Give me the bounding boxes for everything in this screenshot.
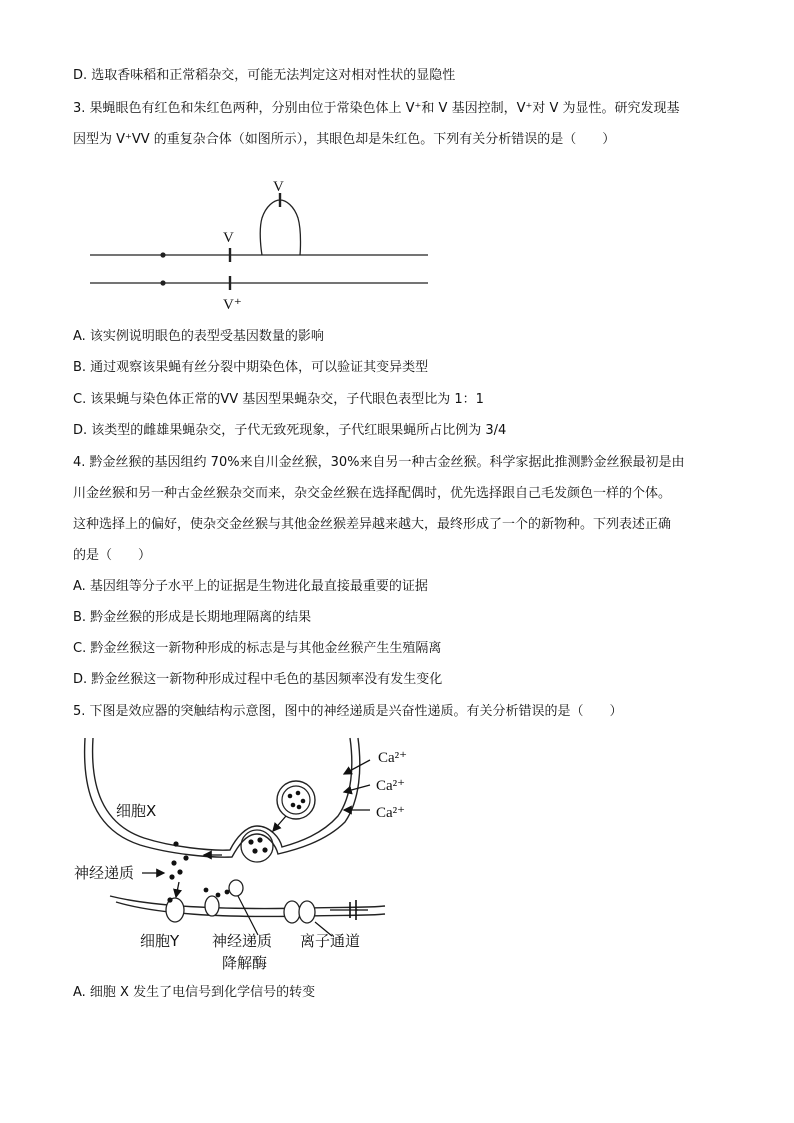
synaptic-vesicle-outer	[277, 781, 315, 819]
synaptic-vesicle-inner	[282, 786, 310, 814]
degrading-enzyme-left	[205, 896, 219, 916]
question-5-stem: 5. 下图是效应器的突触结构示意图，图中的神经递质是兴奋性递质。有关分析错误的是（ ）	[73, 704, 623, 719]
label-loop-v: V	[273, 179, 284, 195]
chromosome-figure	[80, 170, 440, 320]
label-upper-v: V	[223, 230, 234, 246]
cell-y-label: 细胞Y	[140, 932, 180, 950]
postsynaptic-membrane-upper	[110, 896, 385, 909]
question-3-option-d: D. 该类型的雌雄果蝇杂交，子代无致死现象，子代红眼果蝇所占比例为 3/4	[73, 423, 507, 438]
vesicle-arrow	[273, 816, 286, 831]
question-3-option-b: B. 通过观察该果蝇有丝分裂中期染色体，可以验证其变异类型	[73, 360, 429, 375]
lower-centromere	[160, 280, 165, 285]
transmitter-label: 神经递质	[74, 864, 135, 882]
question-4-stem-line-4: 的是（ ）	[73, 548, 152, 563]
question-4-option-a: A. 基因组等分子水平上的证据是生物进化最直接最重要的证据	[73, 579, 428, 594]
question-3-option-a: A. 该实例说明眼色的表型受基因数量的影响	[73, 329, 324, 344]
question-4-stem-line-2: 川金丝猴和另一种古金丝猴杂交而来，杂交金丝猴在选择配偶时，优先选择跟自己毛发颜色一样的个体。	[73, 486, 672, 501]
question-4-option-c: C. 黔金丝猴这一新物种形成的标志是与其他金丝猴产生生殖隔离	[73, 641, 442, 656]
question-4-stem-line-3: 这种选择上的偏好，使杂交金丝猴与其他金丝猴差异越来越大，最终形成了一个的新物种。下列表述正确	[73, 517, 672, 532]
question-3-option-c: C. 该果蝇与染色体正常的VV 基因型果蝇杂交，子代眼色表型比为 1：1	[73, 392, 484, 407]
presynaptic-membrane-inner	[93, 738, 352, 850]
ion-channel-left	[284, 901, 300, 923]
ion-channel-label: 离子通道	[300, 932, 361, 950]
question-2-option-d: D. 选取香味稻和正常稻杂交，可能无法判定这对相对性状的显隐性	[73, 68, 456, 83]
ca-label-3: Ca²⁺	[376, 805, 406, 821]
ion-channel-right	[299, 901, 315, 923]
presynaptic-membrane-outer	[85, 738, 360, 857]
fusing-vesicle	[241, 830, 273, 862]
cell-x-label: 细胞X	[116, 802, 157, 820]
upper-centromere	[160, 252, 165, 257]
enzyme-label-line-2: 降解酶	[222, 954, 268, 972]
question-3-stem-line-2: 因型为 V⁺VV 的重复杂合体（如图所示），其眼色却是朱红色。下列有关分析错误的是（ ）	[73, 132, 616, 147]
diffusion-arrow	[176, 882, 179, 897]
enzyme-label-line-1: 神经递质	[212, 932, 273, 950]
ca-label-2: Ca²⁺	[376, 778, 406, 794]
duplication-loop	[260, 200, 300, 255]
synapse-figure	[60, 730, 420, 978]
label-lower-v-plus: V⁺	[223, 297, 242, 313]
question-3-stem-line-1: 3. 果蝇眼色有红色和朱红色两种，分别由位于常染色体上 V⁺和 V 基因控制，V⁺对 V 为显性。研究发现基	[73, 101, 680, 116]
ca-arrow-1	[344, 760, 370, 774]
question-4-option-b: B. 黔金丝猴的形成是长期地理隔离的结果	[73, 610, 312, 625]
question-5-option-a: A. 细胞 X 发生了电信号到化学信号的转变	[73, 985, 316, 1000]
question-4-stem-line-1: 4. 黔金丝猴的基因组约 70%来自川金丝猴，30%来自另一种古金丝猴。科学家据此推测黔金丝猴最初是由	[73, 455, 685, 470]
ca-label-1: Ca²⁺	[378, 750, 408, 766]
question-4-option-d: D. 黔金丝猴这一新物种形成过程中毛色的基因频率没有发生变化	[73, 672, 443, 687]
